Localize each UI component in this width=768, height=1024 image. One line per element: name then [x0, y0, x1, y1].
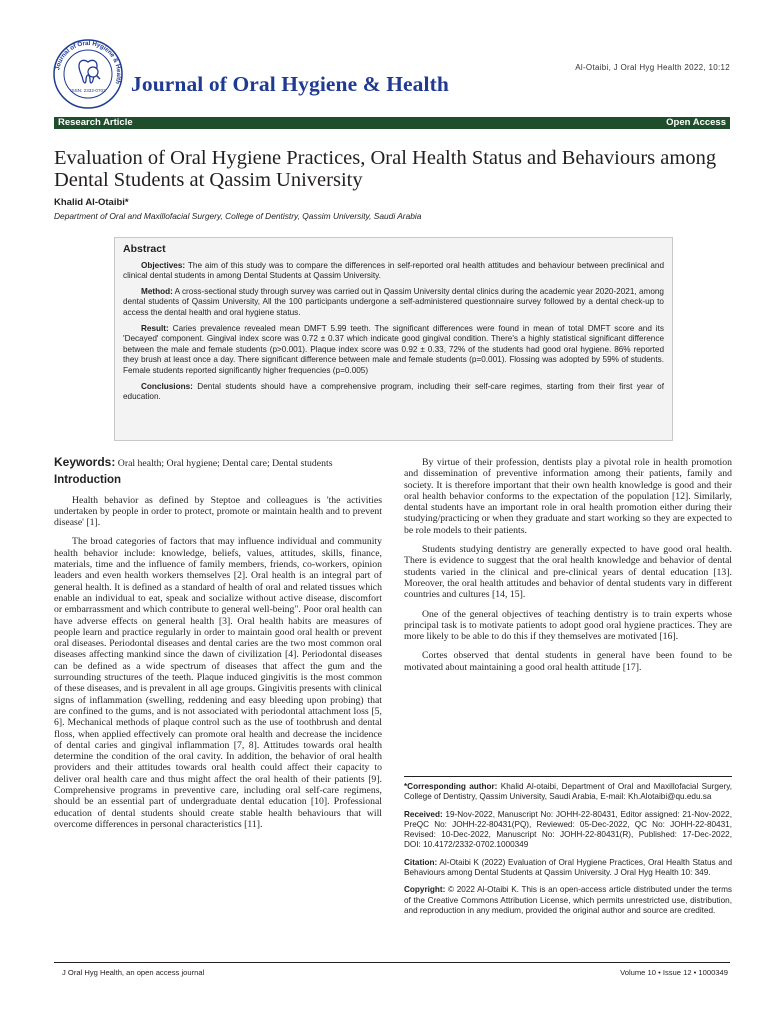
body-paragraph: Cortes observed that dental students in general have been found to be motivated about maintaining a good oral health attitude [17]. [404, 650, 732, 673]
article-type-bar [54, 117, 730, 129]
abstract-method: Method: A cross-sectional study through survey was carried out in Qassim University dental clinics during the academic year 2020-2021, among dental students of Qassim University, All the 100 participants undergone a self-administered questionnaire survey followed by a dental check-up to access the dental health and oral hygiene status. [123, 286, 664, 317]
footer-divider [54, 962, 730, 963]
abstract-conclusions: Conclusions: Dental students should have a comprehensive program, including their self-care regimes, starting from their first year of education. [123, 381, 664, 402]
article-type: Research Article [58, 117, 133, 128]
footer-volume: Volume 10 • Issue 12 • 1000349 [620, 968, 728, 977]
open-access-label: Open Access [666, 117, 726, 128]
svg-text:Journal of Oral Hygiene & Heal: Journal of Oral Hygiene & Health [54, 39, 123, 85]
corresponding-author-note: *Corresponding author: Khalid Al-otaibi, Department of Oral and Maxillofacial Surgery, College of Dentistry, Qassim University, Saudi Arabia, E-mail: Kh.Alotaibi@qu.edu.sa [404, 782, 732, 802]
running-head: Al-Otaibi, J Oral Hyg Health 2022, 10:12 [575, 63, 730, 72]
left-column [54, 457, 382, 838]
introduction-heading: Introduction [54, 474, 122, 487]
dates-note: Received: 19-Nov-2022, Manuscript No: JOHH-22-80431, Editor assigned: 21-Nov-2022, PreQC No: JOHH-22-80431(PQ), Reviewed: 05-Dec-2022, QC No: JOHH-22-80431, Revised: 10-Dec-2022, Manuscript No: JOHH-22-80431(R), Published: 17-Dec-2022, DOI: 10.4172/2332-0702.1000349 [404, 809, 732, 850]
journal-title: Journal of Oral Hygiene & Health [131, 72, 449, 96]
tooth-seal-icon [52, 38, 124, 110]
right-column [404, 457, 732, 681]
author-affiliation: Department of Oral and Maxillofacial Surgery, College of Dentistry, Qassim University, Saudi Arabia [54, 211, 422, 221]
abstract-box [114, 237, 673, 441]
keywords-text: Oral health; Oral hygiene; Dental care; Dental students [117, 458, 333, 469]
article-notes [404, 776, 732, 923]
abstract-objectives: Objectives: The aim of this study was to compare the differences in self-reported oral health attitudes and behaviour between preclinical and clinical dental students in among Dental Students at Qassim University. [123, 260, 664, 281]
body-paragraph: One of the general objectives of teaching dentistry is to train experts whose principal task is to motivate patients to adopt good oral hygiene practices. They are more likely to be able to do this if they themselves are motivated [16]. [404, 608, 732, 643]
citation-note: Citation: Al-Otaibi K (2022) Evaluation of Oral Hygiene Practices, Oral Health Status and Behaviours among Dental Students at Qassim University. J Oral Hyg Health 10: 349. [404, 857, 732, 878]
body-paragraph: Health behavior as defined by Steptoe and colleagues is 'the activities undertaken by people in order to protect, promote or maintain health and to prevent disease' [1]. [54, 494, 382, 529]
copyright-note: Copyright: © 2022 Al-Otaibi K. This is an open-access article distributed under the terms of the Creative Commons Attribution License, which permits unrestricted use, distribution, and reproduction in any medium, provided the original author and source are credited. [404, 885, 732, 915]
svg-text:ISSN: 2332-0702: ISSN: 2332-0702 [70, 88, 106, 93]
article-title: Evaluation of Oral Hygiene Practices, Oral Health Status and Behaviours among Dental Students at Qassim University [54, 147, 717, 191]
author-name: Khalid Al-Otaibi* [54, 197, 129, 208]
footer-journal: J Oral Hyg Health, an open access journal [62, 968, 205, 977]
abstract-heading: Abstract [123, 243, 166, 255]
abstract-result: Result: Caries prevalence revealed mean DMFT 5.99 teeth. The significant differences were found in mean of total DMFT score and its 'Decayed' component. Gingival index score was 0.72 ± 0.37 which indicate good gingival condition. There's a highly statistical significant difference between the male and female students (p>0.001). Plaque index score was 0.92 ± 0.33, 72% of the students had good oral hygiene. 86% reported they brush at least once a day. There significant difference between male and female students (p=0.001). Flossing was adopted by 59% of students. Female students reported significantly higher frequencies (p=0.005) [123, 323, 664, 375]
keywords [54, 457, 382, 469]
journal-logo [52, 38, 124, 110]
body-paragraph: The broad categories of factors that may influence individual and community health behavior include: knowledge, beliefs, values, attitudes, skills, finance, materials, time and the influence of family members, friends, co-workers, opinion leaders and even health workers themselves [2]. Oral health is an integral part of general health. It is defined as a standard of health of oral and related tissues which enable an individual to eat, speak and socialize without active disease, discomfort or embarrassment and which contribute to general well-being". Poor oral health can have adverse effects on general health [3]. Oral health habits are measures of people learn and practice regularly in order to maintain good oral health or prevent oral diseases. Periodontal diseases and dental caries are the two most common oral diseases affecting mankind since the dawn of civilization [4]. Periodontal diseases can be defined as a wide spectrum of diseases that affect the gum and the surrounding structures of the teeth. Plaque induced gingivitis is the most common of these diseases, and is prevalent in all age groups. Gingivitis presents with clinical signs of inflammation (swelling, reddening and easy bleeding upon probing) that are confined to the gums, and is not associated with periodontal attachment loss [5, 6]. Mechanical methods of plaque control such as the use of toothbrush and dental floss, when applied effectively can promote oral health and decrease the incidence of dental caries and gingival inflammation [7, 8]. Attitudes towards oral health determine the condition of the oral cavity. In addition, the behavior of oral health providers and their attitudes towards oral health could affect their capacity to deliver oral health care and thus might affect the oral health of their patients [9]. Comprehensive programs in preventive care, including oral self-care regimens, should be an essential part of undergraduate dental education [10]. Professional education of dental students should create stable health behaviours that will overcome differences in personal characteristics [11]. [54, 536, 382, 830]
body-paragraph: By virtue of their profession, dentists play a pivotal role in health promotion and dissemination of preventive information among their patients, family and society. It is therefore important that their own health knowledge is good and their oral health behavior conforms to the expectation of the population [12]. Similarly, dental students have an important role in oral health promotion either during their studying/practicing or when they graduate and start working so they are expected to be role models to their patients. [404, 457, 732, 536]
body-paragraph: Students studying dentistry are generally expected to have good oral health. There is evidence to suggest that the oral health knowledge and behavior of dental students varied in the clinical and pre-clinical years of dental education [13]. Moreover, the oral health attitudes and behavior of dental students vary in different countries and cultures [14, 15]. [404, 544, 732, 601]
keywords-label: Keywords: [54, 455, 116, 469]
